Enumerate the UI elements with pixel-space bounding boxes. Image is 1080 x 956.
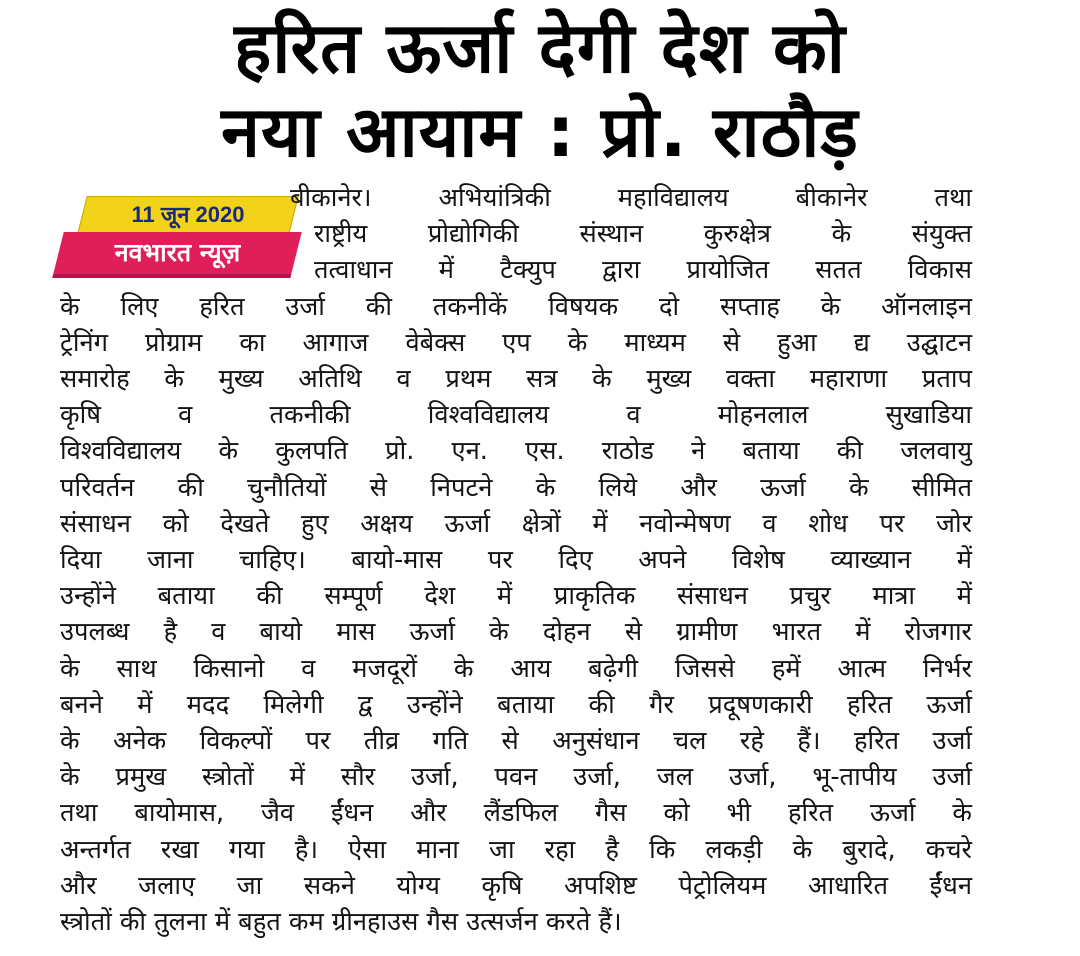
article-line: उन्होंने बताया की सम्पूर्ण देश में प्राकृतिक संसाधन प्रचुर मात्रा में [60,581,972,612]
date-text: 11 जून 2020 [131,202,245,227]
article-line: समारोह के मुख्य अतिथि व प्रथम सत्र के मुख्य वक्ता महाराणा प्रताप [60,364,972,395]
article-line: कृषि व तकनीकी विश्वविद्यालय व मोहनलाल सुखाडिया [60,400,972,431]
article-body [60,180,972,940]
article-line: के प्रमुख स्त्रोतों में सौर उर्जा, पवन उर्जा, जल उर्जा, भू-तापीय उर्जा [60,762,972,793]
article-line: ट्रेनिंग प्रोग्राम का आगाज वेबेक्स एप के माध्यम से हुआ द्य उद्घाटन [60,327,972,358]
headline-line-1: हरित ऊर्जा देगी देश को [234,7,846,89]
headline-line-2: नया आयाम : प्रो. राठौड़ [221,91,859,173]
article-line: स्त्रोतों की तुलना में बहुत कम ग्रीनहाउस गैस उत्सर्जन करते हैं। [60,907,622,938]
article-line: के अनेक विकल्पों पर तीव्र गति से अनुसंधान चल रहे हैं। हरित उर्जा [60,726,972,757]
article-line: विश्वविद्यालय के कुलपति प्रो. एन. एस. राठोड ने बताया की जलवायु [60,436,972,467]
article-line: बीकानेर। अभियांत्रिकी महाविद्यालय बीकानेर तथा [290,183,972,213]
article-line: राष्ट्रीय प्रोद्योगिकी संस्थान कुरुक्षेत्र के संयुक्त [314,219,972,250]
article-line: परिवर्तन की चुनौतियों से निपटने के लिये और ऊर्जा के सीमित [60,472,972,503]
article-line: के लिए हरित उर्जा की तकनीकें विषयक दो सप्ताह के ऑनलाइन [60,291,972,322]
article-line: अन्तर्गत रखा गया है। ऐसा माना जा रहा है कि लकड़ी के बुरादे, कचरे [60,834,972,865]
article-line: संसाधन को देखते हुए अक्षय ऊर्जा क्षेत्रों में नवोन्मेषण व शोध पर जोर [60,508,972,539]
headline [0,6,1080,174]
article-line: तत्वाधान में टैक्युप द्वारा प्रायोजित सतत विकास [314,255,972,286]
newspaper-brand-text: नवभारत न्यूज़ [114,238,241,267]
article-line: उपलब्ध है व बायो मास ऊर्जा के दोहन से ग्रामीण भारत में रोजगार [60,617,972,648]
article-line: और जलाए जा सकने योग्य कृषि अपशिष्ट पेट्रोलियम आधारित ईंधन [60,870,972,901]
article-line: के साथ किसानो व मजदूरों के आय बढ़ेगी जिससे हमें आत्म निर्भर [60,653,972,684]
article-line: तथा बायोमास, जैव ईंधन और लैंडफिल गैस को भी हरित ऊर्जा के [60,798,972,829]
article-line: दिया जाना चाहिए। बायो-मास पर दिए अपने विशेष व्याख्यान में [60,545,972,576]
article-line: बनने में मदद मिलेगी द्व उन्होंने बताया की गैर प्रदूषणकारी हरित ऊर्जा [60,689,972,720]
